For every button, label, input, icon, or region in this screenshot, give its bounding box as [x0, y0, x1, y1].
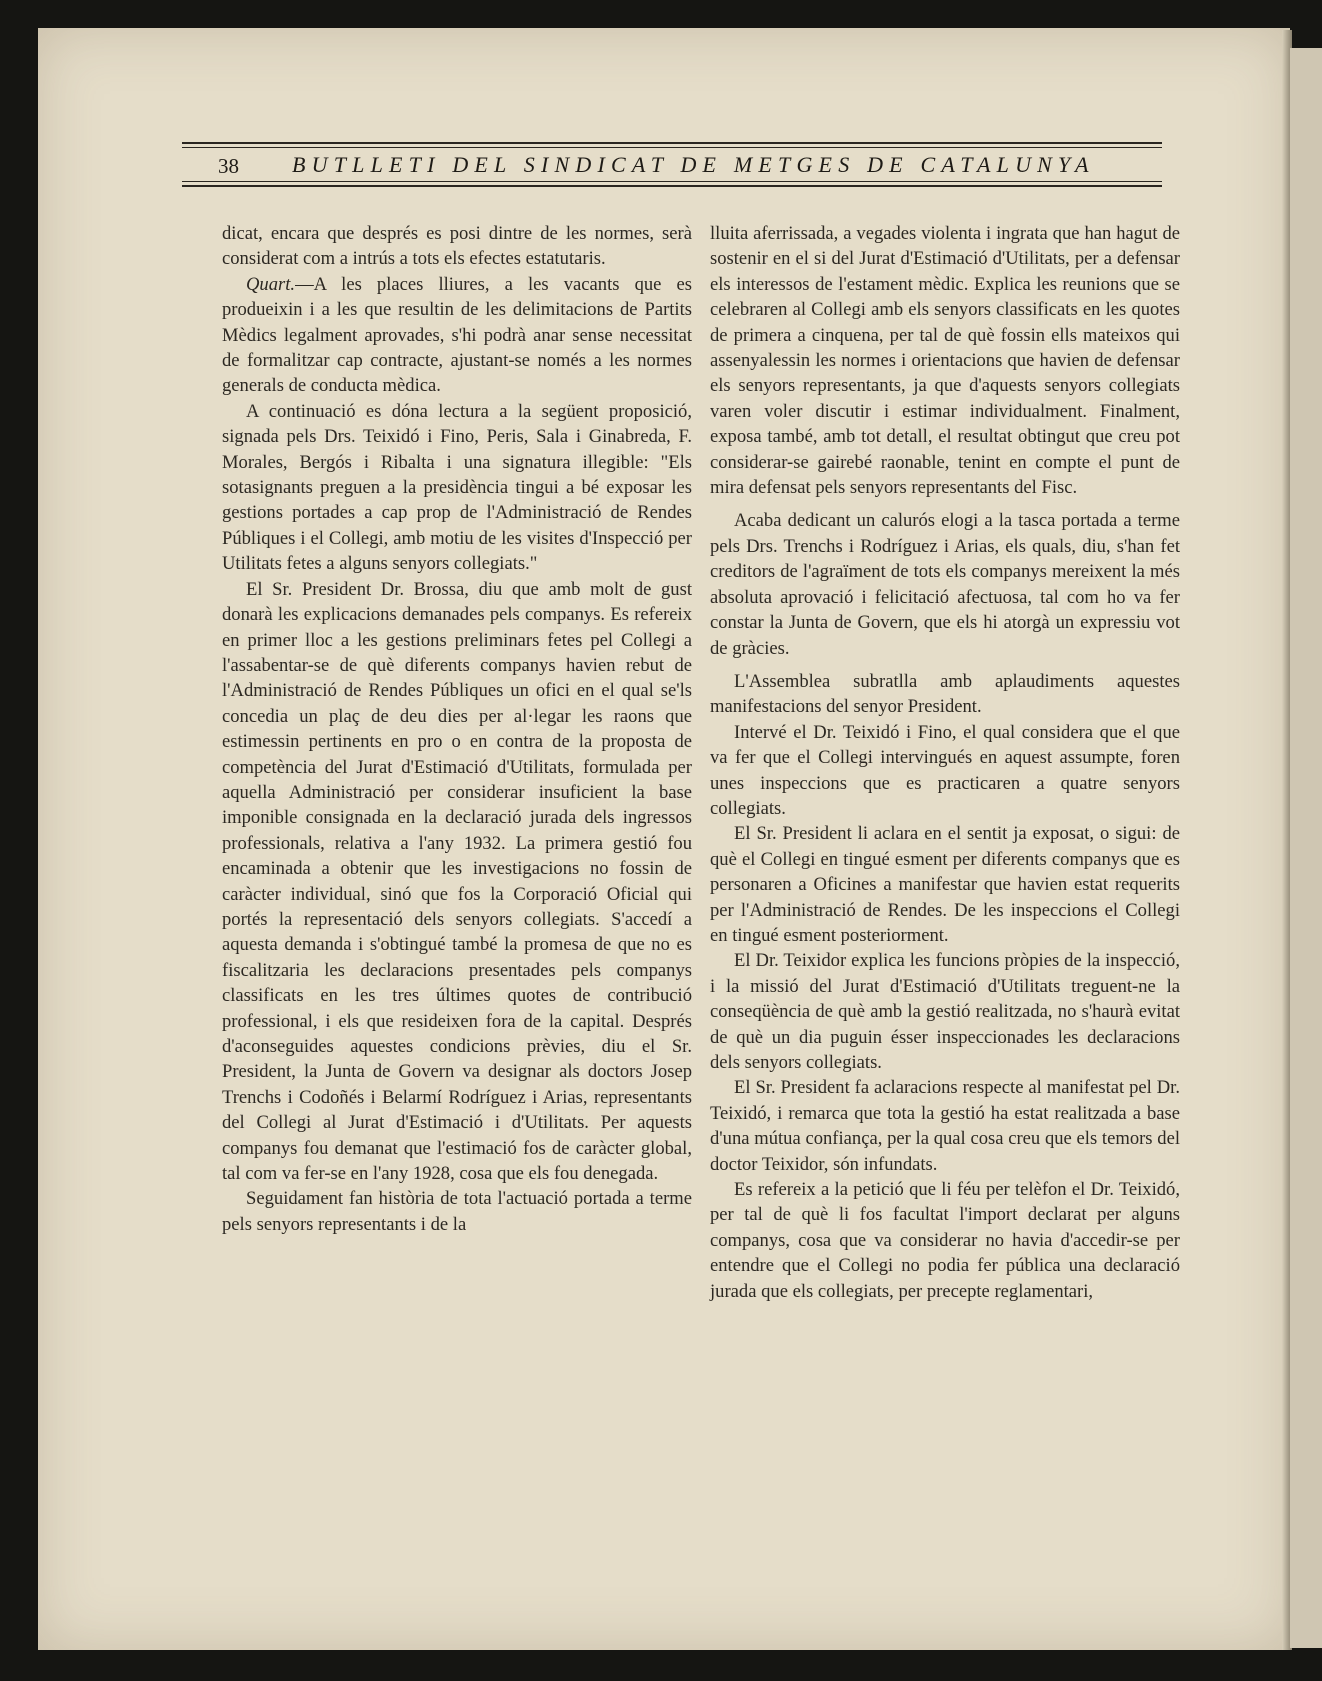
paragraph: Seguidament fan història de tota l'actuació portada a terme pels senyors representants i de la	[222, 1188, 692, 1235]
paragraph: Acaba dedicant un calurós elogi a la tasca portada a terme pels Drs. Trenchs i Rodríguez i Arias, els quals, diu, s'han fet creditors de l'agraïment de tots els companys mereixent la més absoluta aprovació i felicitació afectuosa, tal com ho va fer constar la Junta de Govern, que els hi atorgà un expressiu vot de gràcies.	[710, 510, 1180, 659]
page-header	[182, 138, 1162, 192]
header-rule-bottom-thin	[182, 181, 1162, 182]
paragraph-text: —A les places lliures, a les vacants que es produeixin i a les que resultin de les delimitacions de Partits Mèdics legalment aprovades, s'hi podrà anar sense necessitat de formalitzar cap contracte, ajustant-se només a les normes generals de conducta mèdica.	[222, 273, 692, 397]
header-rule-top	[182, 142, 1162, 144]
paragraph: L'Assemblea subratlla amb aplaudiments aquestes manifestacions del senyor President.	[710, 670, 1180, 718]
left-column	[222, 221, 692, 1237]
paragraph: Intervé el Dr. Teixidó i Fino, el qual considera que el que va fer que el Collegi intervingués en aquest assumpte, foren unes inspeccions que es practicaren a quatre senyors collegiats.	[710, 721, 1180, 819]
paragraph: lluita aferrissada, a vegades violenta i ingrata que han hagut de sostenir en el si del Jurat d'Estimació d'Utilitats, per a defensar els interessos de l'estament mèdic. Explica les reunions que se celebraren al Collegi amb els senyors classificats en les quotes de primera a cinquena, per tal de què fossin ells mateixos qui assenyalessin les normes i orientacions que havien de defensar els senyors representants, ja que d'aquests senyors collegiats varen voler discutir i estimar individualment. Finalment, exposa també, amb tot detall, el resultat obtingut que creu pot considerar-se gairebé raonable, tenint en compte el punt de mira defensat pels senyors representants del Fisc.	[710, 223, 1180, 499]
paragraph-quart	[222, 272, 692, 399]
paragraph: El Sr. President li aclara en el sentit ja exposat, o sigui: de què el Collegi en tingué esment per diferents companys que es personaren a Oficines a manifestar que havien estat requerits per l'Administració de Rendes. De les inspeccions el Collegi en tingué esment posteriorment.	[710, 823, 1180, 946]
right-column	[710, 221, 1180, 1304]
facing-page-edge	[1290, 48, 1322, 1648]
paragraph: El Sr. President fa aclaracions respecte al manifestat pel Dr. Teixidó, i remarca que tota la gestió ha estat realitzada a base d'una mútua confiança, per la qual cosa creu que els temors del doctor Teixidor, són infundats.	[710, 1077, 1180, 1175]
paragraph: El Dr. Teixidor explica les funcions pròpies de la inspecció, i la missió del Jurat d'Estimació d'Utilitats treguent-ne la conseqüència de què amb la gestió realitzada, no s'haurà evitat de què un dia puguin ésser inspeccionades les declaracions dels senyors collegiats.	[710, 950, 1180, 1073]
paragraph: Es refereix a la petició que li féu per telèfon el Dr. Teixidó, per tal de què li fos facultat l'import declarat per alguns companys, cosa que va considerar no havia d'accedir-se per entendre que el Collegi no podia fer pública una declaració jurada que els collegiats, per precepte reglamentari,	[710, 1179, 1180, 1302]
section-label: Quart.	[246, 273, 296, 295]
header-rule-top-thin	[182, 147, 1162, 148]
header-rule-bottom	[182, 185, 1162, 187]
paragraph: dicat, encara que després es posi dintre de les normes, serà considerat com a intrús a tots els efectes estatutaris.	[222, 223, 692, 270]
paragraph: A continuació es dóna lectura a la següent proposició, signada pels Drs. Teixidó i Fino, Peris, Sala i Ginabreda, F. Morales, Bergós i Ribalta i una signatura illegible: "Els sotasignants preguen a la presidència tingui a bé exposar les gestions portades a cap prop de l'Administració de Rendes Públiques i el Collegi, amb motiu de les visites d'Inspecció per Utilitats fetes a alguns senyors collegiats."	[222, 400, 692, 575]
running-title: BUTLLETI DEL SINDICAT DE METGES DE CATALUNYA	[292, 152, 1095, 177]
paragraph: El Sr. President Dr. Brossa, diu que amb molt de gust donarà les explicacions demanades pels companys. Es refereix en primer lloc a les gestions preliminars fetes pel Collegi a l'assabentar-se de què diferents companys havien rebut de l'Administració de Rendes Públiques un ofici en el qual se'ls concedia un plaç de deu dies per al·legar les raons que estimessin pertinents en pro o en contra de la proposta de competència del Jurat d'Estimació d'Utilitats, formulada per aquella Administració per considerar insuficient la base imponible consignada en la declaració jurada dels ingressos professionals, relativa a l'any 1932. La primera gestió fou encaminada a obtenir que les investigacions no fossin de caràcter individual, sinó que fos la Corporació Oficial qui portés la representació dels senyors collegiats. S'accedí a aquesta demanda i s'obtingué també la promesa de que no es fiscalitzaria les declaracions presentades pels companys classificats en les tres últimes quotes de contribució professional, i els que resideixen fora de la capital. Després d'aconseguides aquestes condicions prèvies, diu el Sr. President, la Junta de Govern va designar als doctors Josep Trenchs i Codoñés i Belarmí Rodríguez i Arias, representants del Collegi al Jurat d'Estimació i d'Utilitats. Per aquests companys fou demanat que l'estimació fos de caràcter global, tal com va fer-se en l'any 1928, cosa que els fou denegada.	[222, 578, 692, 1185]
page-number: 38	[218, 154, 239, 178]
